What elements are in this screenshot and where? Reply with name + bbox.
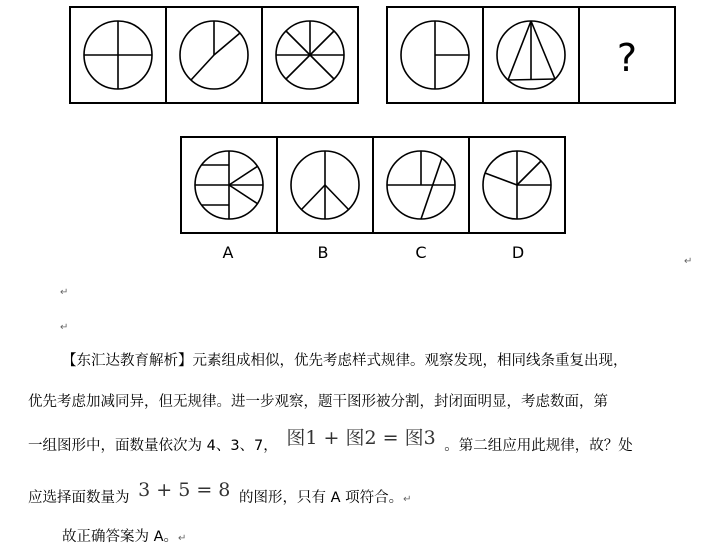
option-c-figure	[387, 151, 455, 219]
answer-line	[62, 527, 186, 549]
return-mark: ↵	[178, 533, 187, 544]
return-mark: ↵	[684, 256, 693, 267]
analysis-text: 应选择面数量为	[28, 490, 130, 506]
figure-1-cross	[84, 21, 152, 89]
analysis-text: 一组图形中，面数量依次为 4、3、7，	[28, 438, 278, 454]
return-mark: ↵	[403, 494, 412, 505]
option-label-c: C	[415, 243, 427, 262]
option-label-b: B	[317, 243, 329, 262]
bracket-open: 【	[62, 353, 77, 369]
formula-figures: 图1 + 图2 = 图3	[286, 427, 436, 449]
figure-3-seven-sectors	[276, 21, 344, 89]
return-mark: ↵	[60, 322, 69, 333]
option-label-d: D	[511, 243, 525, 262]
analysis-line-3	[28, 427, 633, 456]
formula-faces: 3 + 5 = 8	[138, 479, 231, 501]
analysis-line-2: 优先考虑加减同异，但无规律。进一步观察，题干图形被分割，封闭面明显，考虑数面，第	[28, 394, 608, 410]
question-mark: ?	[616, 36, 638, 80]
figure-5-triangle	[497, 21, 565, 89]
figure-2-three-radii	[180, 21, 248, 89]
analysis-text: 的图形，只有 A 项符合。	[238, 490, 404, 506]
option-d-figure	[483, 151, 551, 219]
question-figure	[0, 0, 726, 270]
analysis-text: 元素组成相似，优先考虑样式规律。观察发现，相同线条重复出现，	[192, 353, 628, 369]
analysis-line-1	[62, 351, 628, 371]
analysis-text: 。第二组应用此规律，故？处	[444, 438, 633, 454]
bracket-close: 】	[178, 353, 193, 369]
figure-4-two-radii	[401, 21, 469, 89]
option-label-a: A	[222, 243, 234, 262]
analysis-line-4	[28, 479, 412, 510]
return-mark: ↵	[60, 287, 69, 298]
option-a-figure	[195, 151, 263, 219]
option-b-figure	[291, 151, 359, 219]
source-name: 东汇达教育解析	[76, 353, 178, 369]
answer-text: 故正确答案为 A。	[62, 529, 179, 545]
